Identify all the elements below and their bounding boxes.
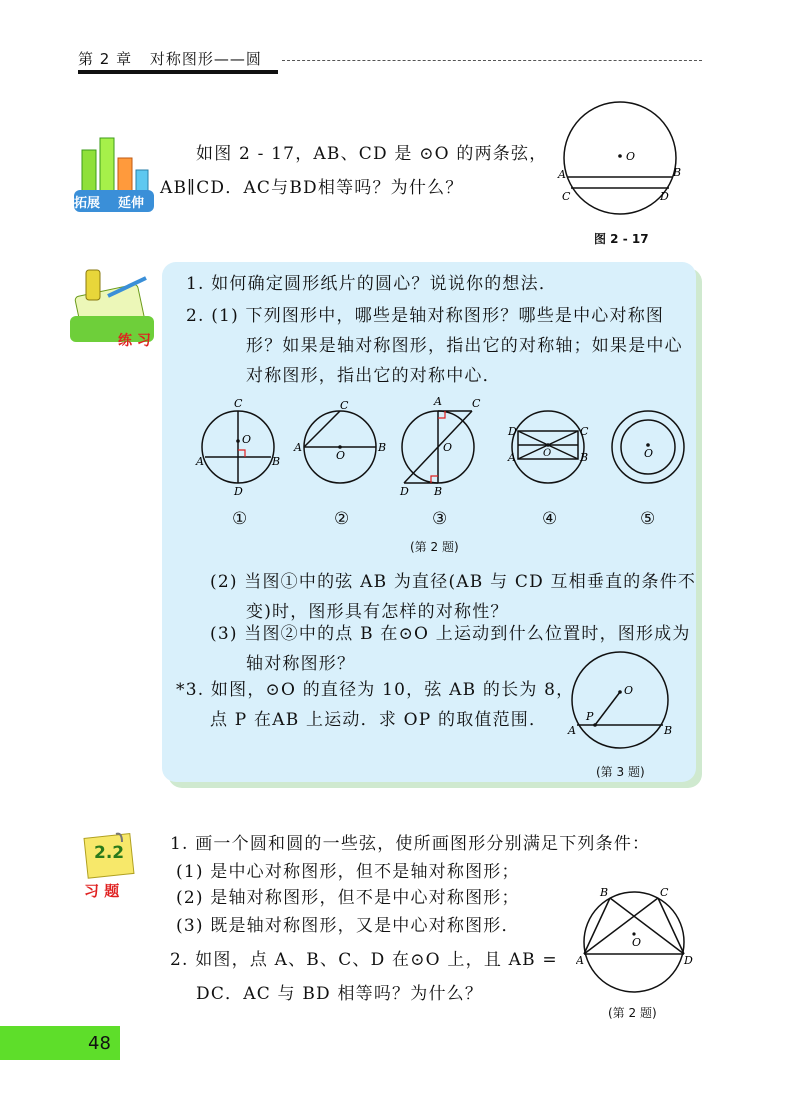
extension-line-1: 如图 2 - 17，AB、CD 是 ⊙O 的两条弦， — [196, 144, 548, 164]
header-underline — [78, 70, 278, 74]
svg-text:C: C — [580, 425, 589, 438]
svg-text:A: A — [196, 455, 204, 468]
svg-text:B: B — [580, 451, 589, 464]
chapter-number: 第 2 章 — [78, 50, 133, 68]
practice-q2-line2: 形？如果是轴对称图形，指出它的对称轴；如果是中心 — [246, 336, 683, 356]
extension-label-1: 拓展 — [74, 196, 101, 211]
fig-number-2: ② — [334, 509, 351, 529]
svg-text:A: A — [558, 168, 566, 181]
svg-text:A: A — [568, 724, 576, 737]
practice-label: 练 习 — [118, 333, 151, 349]
svg-text:O: O — [632, 936, 642, 949]
svg-text:D: D — [684, 954, 693, 967]
practice-q2-3-line2: 轴对称图形？ — [246, 654, 356, 674]
svg-text:O: O — [443, 441, 453, 454]
fig-number-5: ⑤ — [640, 509, 657, 529]
practice-q2-line3: 对称图形，指出它的对称中心． — [246, 366, 501, 386]
practice-q2-2-line1: (2) 当图①中的弦 AB 为直径(AB 与 CD 互相垂直的条件不 — [210, 572, 697, 592]
practice-figures — [190, 395, 700, 500]
svg-text:B: B — [434, 485, 443, 498]
svg-text:D: D — [234, 485, 243, 498]
exercise-q1-1: (1) 是中心对称图形，但不是轴对称图形； — [176, 862, 520, 882]
svg-text:O: O — [624, 684, 634, 697]
svg-text:O: O — [543, 448, 552, 459]
svg-text:A: A — [294, 441, 302, 454]
svg-text:O: O — [626, 150, 636, 163]
svg-text:D: D — [508, 425, 517, 438]
practice-q3-caption: (第 3 题) — [596, 765, 645, 779]
practice-q3-line2: 点 P 在AB 上运动．求 OP 的取值范围． — [210, 710, 548, 730]
svg-text:B: B — [664, 724, 673, 737]
practice-q1: 1. 如何确定圆形纸片的圆心？说说你的想法． — [186, 274, 558, 294]
svg-text:C: C — [234, 397, 243, 410]
figure-3 — [399, 395, 481, 498]
exercise-q1: 1. 画一个圆和圆的一些弦，使所画图形分别满足下列条件： — [170, 834, 651, 854]
exercise-icon-number: 2.2 — [94, 843, 125, 863]
svg-text:C: C — [472, 397, 481, 410]
svg-text:P: P — [586, 710, 594, 723]
exercise-label: 习 题 — [84, 882, 120, 900]
figure-4 — [507, 411, 589, 483]
exercise-q1-3: (3) 既是轴对称图形，又是中心对称图形． — [176, 916, 520, 936]
svg-text:A: A — [508, 451, 516, 464]
figure-2-17-caption: 图 2 - 17 — [594, 232, 649, 246]
exercise-q2-line1: 2. 如图，点 A、B、C、D 在⊙O 上，且 AB = — [170, 950, 558, 970]
page-number: 48 — [88, 1033, 111, 1054]
svg-text:C: C — [340, 399, 349, 412]
svg-text:D: D — [660, 190, 669, 203]
exercise-fig-caption: (第 2 题) — [608, 1006, 657, 1020]
svg-text:C: C — [660, 886, 669, 899]
svg-text:O: O — [644, 447, 654, 460]
svg-text:C: C — [562, 190, 571, 203]
practice-fig-caption: (第 2 题) — [410, 540, 459, 554]
svg-text:B: B — [600, 886, 609, 899]
extension-line-2: AB∥CD．AC与BD相等吗？为什么？ — [160, 178, 464, 198]
svg-text:B: B — [272, 455, 281, 468]
svg-text:B: B — [378, 441, 387, 454]
fig-number-1: ① — [232, 509, 249, 529]
exercise-q1-2: (2) 是轴对称图形，但不是中心对称图形； — [176, 888, 520, 908]
figure-exercise-q2 — [576, 884, 696, 999]
figure-2 — [293, 399, 386, 483]
svg-text:O: O — [242, 433, 252, 446]
chapter-header — [78, 48, 262, 69]
figure-q3 — [562, 650, 682, 760]
header-dash-line — [282, 60, 702, 61]
figure-5 — [612, 411, 684, 483]
figure-2-17 — [556, 100, 696, 225]
svg-text:O: O — [336, 449, 346, 462]
practice-q2-2-line2: 变)时，图形具有怎样的对称性？ — [246, 602, 509, 622]
svg-text:D: D — [400, 485, 409, 498]
chapter-title: 对称图形——圆 — [149, 50, 262, 68]
extension-label-2: 延伸 — [118, 196, 145, 211]
figure-1 — [195, 397, 280, 498]
svg-text:B: B — [673, 166, 682, 179]
fig-number-4: ④ — [542, 509, 559, 529]
practice-q2-3-line1: (3) 当图②中的点 B 在⊙O 上运动到什么位置时，图形成为 — [210, 624, 691, 644]
fig-number-3: ③ — [432, 509, 449, 529]
svg-text:A: A — [576, 954, 584, 967]
practice-q2-line1: 2. (1) 下列图形中，哪些是轴对称图形？哪些是中心对称图 — [186, 306, 665, 326]
practice-q3-line1: *3. 如图，⊙O 的直径为 10，弦 AB 的长为 8， — [176, 680, 575, 700]
exercise-q2-line2: DC．AC 与 BD 相等吗？为什么？ — [196, 984, 484, 1004]
svg-text:A: A — [434, 395, 442, 408]
